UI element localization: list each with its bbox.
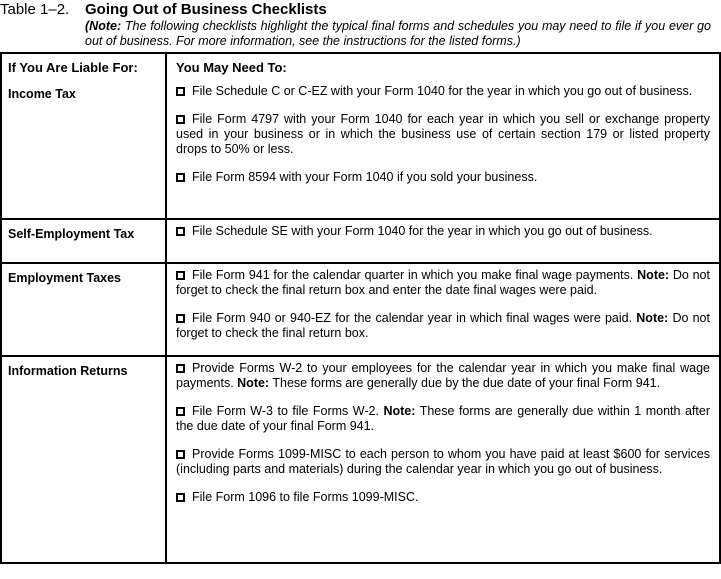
checkbox-icon <box>176 173 185 182</box>
item-note-label: Note: <box>637 268 670 282</box>
table-heading: Going Out of Business Checklists <box>85 1 327 18</box>
table-number: Table 1–2. <box>0 1 70 18</box>
item-note-text: These forms are generally due by the due date of your final Form 941. <box>272 376 661 390</box>
row-label-cell <box>2 264 165 355</box>
checklist-item <box>176 404 710 434</box>
row-label: Self-Employment Tax <box>8 227 135 241</box>
checklist-item <box>176 224 710 239</box>
checklist-item <box>176 361 710 391</box>
checklist-item-text: File Form 8594 with your Form 1040 if you sold your business. <box>192 170 538 184</box>
checkbox-icon <box>176 364 185 373</box>
item-note-label: Note: <box>383 404 416 418</box>
checkbox-icon <box>176 87 185 96</box>
table-note <box>85 19 711 49</box>
item-note-text: Do not forget to check the final return box and enter the date final wages were paid. <box>176 268 710 297</box>
checkbox-icon <box>176 271 185 280</box>
row-label-cell <box>2 80 165 218</box>
table-row <box>2 218 719 262</box>
checklist-item <box>176 84 710 99</box>
table-header-row <box>2 54 719 80</box>
checklist-item-text: Provide Forms 1099-MISC to each person to whom you have paid at least $600 for services (including parts and materials) during the calendar year in which you go out of business. <box>176 447 710 476</box>
row-items-cell <box>165 357 719 562</box>
checkbox-icon <box>176 407 185 416</box>
item-note-label: Note: <box>636 311 669 325</box>
checklist-item-text: File Form 940 or 940-EZ for the calendar year in which final wages were paid. <box>192 311 633 325</box>
checklist-item-text: File Schedule SE with your Form 1040 for the year in which you go out of business. <box>192 224 653 238</box>
checklist-item <box>176 112 710 157</box>
checklist-item-text: File Schedule C or C-EZ with your Form 1040 for the year in which you go out of business. <box>192 84 693 98</box>
item-note-text: These forms are generally due within 1 month after the due date of your final Form 941. <box>176 404 710 433</box>
table-row <box>2 262 719 355</box>
table-row <box>2 355 719 562</box>
row-items-cell <box>165 264 719 355</box>
row-label-cell <box>2 220 165 262</box>
checklist-item-text: File Form 941 for the calendar quarter in which you make final wage payments. <box>192 268 634 282</box>
checklist-item-text: File Form 4797 with your Form 1040 for each year in which you sell or exchange property used in your business or in which the business use of certain section 179 or listed property drops to 50% or less. <box>176 112 710 156</box>
checklist-item <box>176 268 710 298</box>
checklist-item-text: File Form W-3 to file Forms W-2. <box>192 404 379 418</box>
table-row <box>2 80 719 218</box>
note-label: (Note: <box>85 19 122 33</box>
checklist-item <box>176 447 710 477</box>
checklist-table <box>0 52 721 564</box>
row-items-cell <box>165 220 719 262</box>
item-note-text: Do not forget to check the final return box. <box>176 311 710 340</box>
row-label: Employment Taxes <box>8 271 122 285</box>
checklist-item-text: Provide Forms W-2 to your employees for the calendar year in which you make final wage payments. <box>176 361 710 390</box>
checkbox-icon <box>176 450 185 459</box>
checkbox-icon <box>176 115 185 124</box>
column-header-may-need-to: You May Need To: <box>165 54 719 80</box>
table-title-block <box>0 0 721 49</box>
checklist-item <box>176 311 710 341</box>
checklist-item-text: File Form 1096 to file Forms 1099-MISC. <box>192 490 419 504</box>
checkbox-icon <box>176 493 185 502</box>
item-note-label: Note: <box>237 376 270 390</box>
table-body <box>2 80 719 562</box>
row-label: Information Returns <box>8 364 128 378</box>
table-title-right <box>85 1 721 49</box>
checkbox-icon <box>176 314 185 323</box>
checklist-item <box>176 170 710 185</box>
checklist-item <box>176 490 710 505</box>
note-text: The following checklists highlight the typical final forms and schedules you may need to file if you ever go out of business. For more information, see the instructions for the listed forms.) <box>85 19 711 48</box>
row-items-cell <box>165 80 719 218</box>
row-label: Income Tax <box>8 87 76 101</box>
column-header-liable-for: If You Are Liable For: <box>8 60 138 75</box>
row-label-cell <box>2 357 165 562</box>
checkbox-icon <box>176 227 185 236</box>
